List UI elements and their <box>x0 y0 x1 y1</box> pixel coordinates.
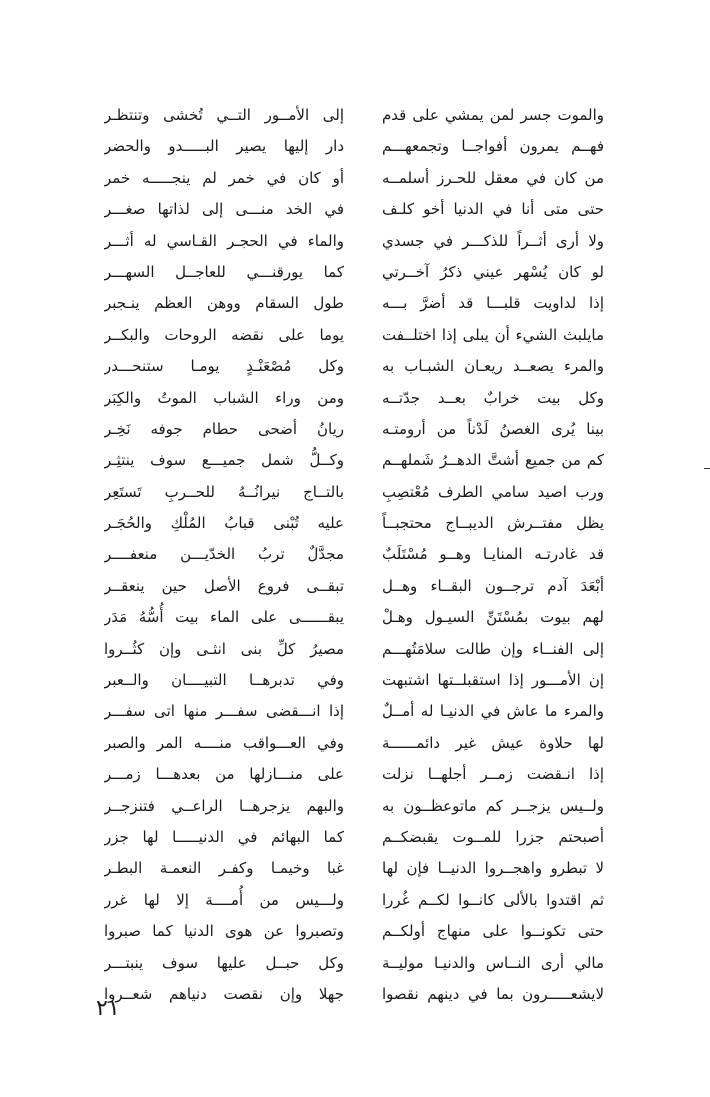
verse-line: وفي تدبرهــا التبيــــان والــعبر <box>104 671 344 690</box>
verse-line: أبْعَدَ آدم ترجــون البقــاء وهــل <box>382 576 604 595</box>
verse-line: وكــلُّ شمل جميـــع سوف ينتثِـر <box>104 451 344 470</box>
margin-mark <box>704 468 710 469</box>
verse-line: لهم بيوت بمُسْتَنِّ السيـول وهـلْ <box>382 608 604 627</box>
verse-line: تبقــى فروع الأصل حين ينعقــر <box>104 576 344 595</box>
verse-line: بالتــاج نيرانُــهُ للحــربِ تَستَعِر <box>104 482 344 501</box>
verse-line: طول السقام ووهن العظم ينـجبر <box>104 294 344 313</box>
verse-line: مالي أرى النــاس والدنيـا موليــة <box>382 953 604 972</box>
verse-line: على منـــازلها من بعدهـــا زمـــر <box>104 765 344 784</box>
verse-line: يبقــــــى على الماء بيت أُسُّهُ مَدَر <box>104 608 344 627</box>
verse-line: مايلبث الشيء أن يبلى إذا اختلــفت <box>382 325 604 344</box>
verse-line: قد غادرتـه المنايـا وهــو مُسْتَلَبٌ <box>382 545 604 564</box>
verse-line: جهلا وإن نقصت دنياهم شعــروا <box>104 984 344 1003</box>
verse-line: ريانُ أضحى حطام جوفه نَخِـر <box>104 419 344 438</box>
verse-line: في الخد منـــى إلى لذاتها صغـــر <box>104 200 344 219</box>
verse-line: لها حلاوة عيش غير دائمــــــة <box>382 733 604 752</box>
verse-line: من كان في معقل للحـرز أسلمــه <box>382 168 604 187</box>
verse-line: مصيرُ كلِّ بنى انثـى وإن كثُــروا <box>104 639 344 658</box>
verse-line: لو كان يُسْهر عيني ذكرُ آخــرتي <box>382 262 604 281</box>
verse-line: ورب اصيد سامي الطرف مُعْتصِبِ <box>382 482 604 501</box>
verse-line: وكل مُصْعَنْـدٍ يومـا ستنحـــدر <box>104 357 344 376</box>
verse-line: وفي العـــواقب منــــه المر والصبر <box>104 733 344 752</box>
verse-line: لايشعـــــرون بما في دينهم نقصوا <box>382 984 604 1003</box>
verse-line: لا تبطرو واهجــروا الدنيــا فإن لها <box>382 859 604 878</box>
verse-line: كما يورقنـــي للعاجــل السهـــر <box>104 262 344 281</box>
verse-line: أصبحتم جزرا للمــوت يقبضكــم <box>382 827 604 846</box>
verse-line: وكل حبــل عليها سوف ينبتـــر <box>104 953 344 972</box>
verse-line: إلى الفنــاء وإن طالت سلامَتُهـــم <box>382 639 604 658</box>
verse-line: والبهم يزجرهــا الراعــي فتنزجــر <box>104 796 344 815</box>
verse-line: بينا يُرى الغصنُ لَدْناً من أرومتـه <box>382 419 604 438</box>
verse-line: إن الأمـــور إذا استقبلــتها اشتبهت <box>382 671 604 690</box>
verse-line: إذا انـقضت زمــر أجلهــا نزلت <box>382 765 604 784</box>
verse-line: والموت جسر لمن يمشي على قدم <box>382 106 604 124</box>
verse-line: ولــيس يزجــر كم ماتوعظــون به <box>382 796 604 815</box>
verse-line: أو كان في خمر لم ينجـــــه خمر <box>104 168 344 187</box>
verse-line: يظل مفتــرش الديبــاج محتجبــاً <box>382 514 604 533</box>
verse-line: والماء في الحجـر القـاسي له أثـــر <box>104 231 344 250</box>
verse-line: ولـــيس من أُمــــة إلا لها غرر <box>104 890 344 909</box>
verse-line: غبا وخيمـا وكفـر النعمـة البطـر <box>104 859 344 878</box>
verse-line: والمرء يصعــد ريعـان الشبـاب به <box>382 357 604 376</box>
verse-line: حتى متى أنا في الدنيا أخو كلـف <box>382 200 604 219</box>
poem-left-column <box>104 100 344 1010</box>
verse-line: عليه تُبْنى قبابُ المُلْكِ والحُجَـر <box>104 514 344 533</box>
verse-line: يوما على نقضه الروحات والبكــر <box>104 325 344 344</box>
poem-right-column <box>382 100 604 1010</box>
verse-line: وتصبروا عن هوى الدنيا كما صبروا <box>104 922 344 941</box>
verse-line: كما البهائم في الدنيـــــا لها جزر <box>104 827 344 846</box>
verse-line: كم من جميع أشتَّ الدهــرُ شَملهــم <box>382 451 604 470</box>
page-number: ٢١ <box>96 996 120 1021</box>
verse-line: ولا أرى أثــراً للذكـــر في جسدي <box>382 231 604 250</box>
verse-line: دار إليها يصير البـــــدو والحضر <box>104 137 344 156</box>
verse-line: ومن وراء الشباب الموتُ والكِبَر <box>104 388 344 407</box>
verse-line: وكل بيت خرابٌ بعــد جدّتــه <box>382 388 604 407</box>
verse-line: والمرء ما عاش في الدنيـا له أمــلٌ <box>382 702 604 721</box>
verse-line: مجدَّلٌ تربُ الخدّيـــن منعفــــر <box>104 545 344 564</box>
verse-line: إذا انـــقضى سفـــر منها اتى سفـــر <box>104 702 344 721</box>
verse-line: فهــم يمرون أفواجــا وتجمعهـــم <box>382 137 604 156</box>
verse-line: إلى الأمــور التــي تُخشى وتنتظـر <box>104 106 344 124</box>
verse-line: ثم اقتدوا بالألى كانــوا لكــم غُررا <box>382 890 604 909</box>
verse-line: حتى تكونــوا على منهاج أولكــم <box>382 922 604 941</box>
verse-line: إذا لداويت قلبـــا قد أضرَّ بـــه <box>382 294 604 313</box>
